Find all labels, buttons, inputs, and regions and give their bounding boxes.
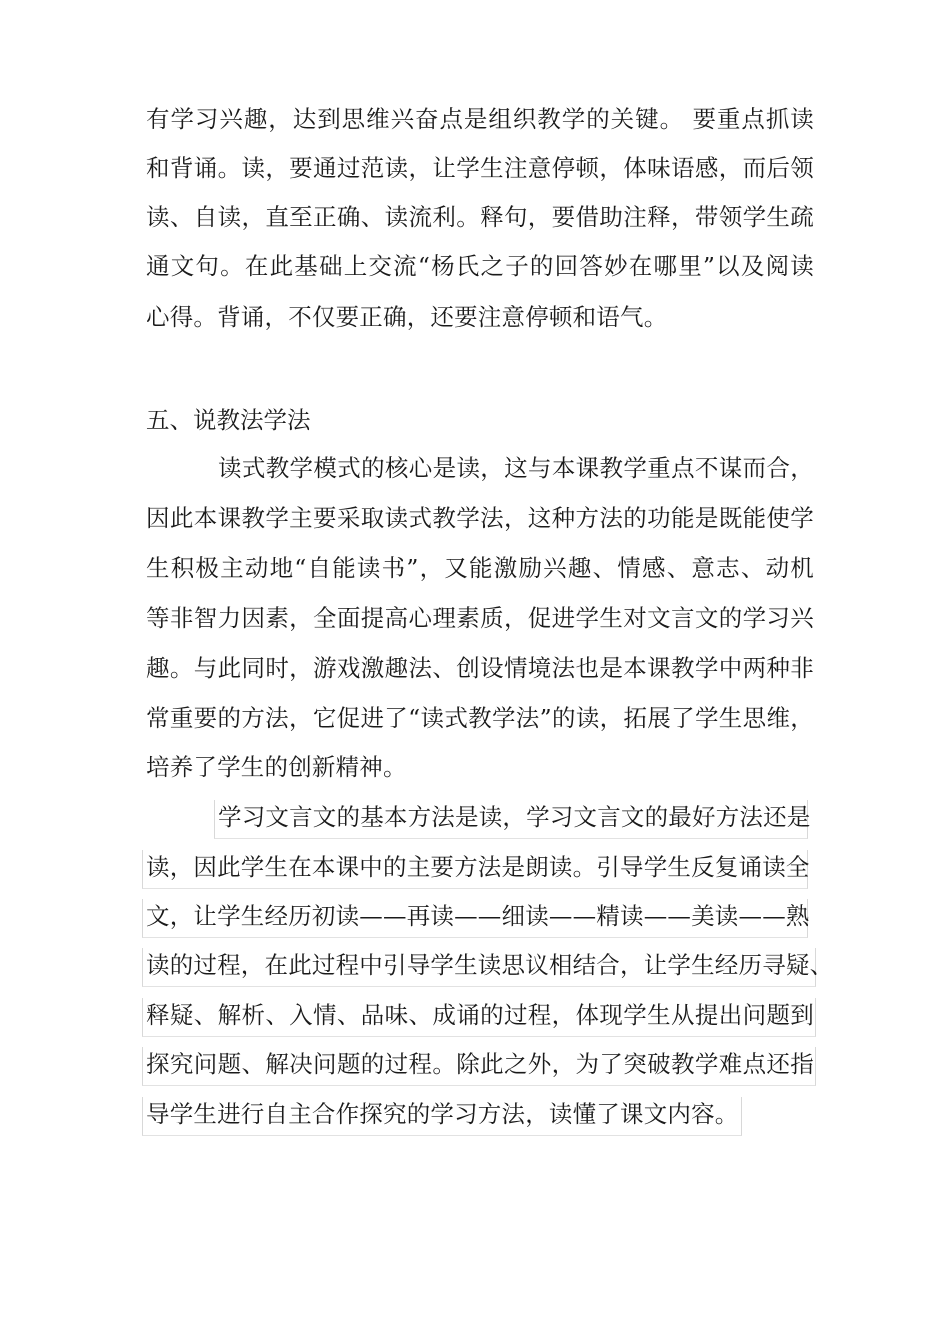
s5p2-line-3: 文，让学生经历初读——再读——细读——精读——美读——熟 [146,902,810,930]
s5p1-line-1: 读式教学模式的核心是读，这与本课教学重点不谋而合， [218,454,814,482]
p1-line-3: 读、自读，直至正确、读流利。释句，要借助注释，带领学生疏 [146,203,814,231]
s5p1-line-5: 趣。与此同时，游戏激趣法、创设情境法也是本课教学中两种非 [146,654,814,682]
s5p2-line-2: 读，因此学生在本课中的主要方法是朗读。引导学生反复诵读全 [146,853,810,881]
s5p2-line-1: 学习文言文的基本方法是读，学习文言文的最好方法还是 [218,803,811,831]
s5p2-line-4: 读的过程，在此过程中引导学生读思议相结合，让学生经历寻疑、 [146,951,834,979]
s5p2-line-5: 释疑、解析、入情、品味、成诵的过程，体现学生从提出问题到 [146,1001,814,1029]
s5p2-line-6: 探究问题、解决问题的过程。除此之外，为了突破教学难点还指 [146,1050,814,1078]
s5p2-line-7: 导学生进行自主合作探究的学习方法，读懂了课文内容。 [146,1100,739,1128]
p1-line-4: 通文句。在此基础上交流“杨氏之子的回答妙在哪里”以及阅读 [146,252,814,280]
section-heading: 五、说教法学法 [146,406,311,434]
s5p1-line-7: 培养了学生的创新精神。 [146,753,407,781]
s5p1-line-6: 常重要的方法，它促进了“读式教学法”的读，拓展了学生思维， [146,704,814,732]
p1-line-5: 心得。背诵，不仅要正确，还要注意停顿和语气。 [146,303,668,331]
p1-line-1: 有学习兴趣，达到思维兴奋点是组织教学的关键。 要重点抓读 [146,105,814,133]
s5p1-line-3: 生积极主动地“自能读书”，又能激励兴趣、情感、意志、动机 [146,554,814,582]
p1-line-2: 和背诵。读，要通过范读，让学生注意停顿，体味语感，而后领 [146,154,814,182]
s5p1-line-2: 因此本课教学主要采取读式教学法，这种方法的功能是既能使学 [146,504,814,532]
s5p1-line-4: 等非智力因素，全面提高心理素质，促进学生对文言文的学习兴 [146,604,814,632]
